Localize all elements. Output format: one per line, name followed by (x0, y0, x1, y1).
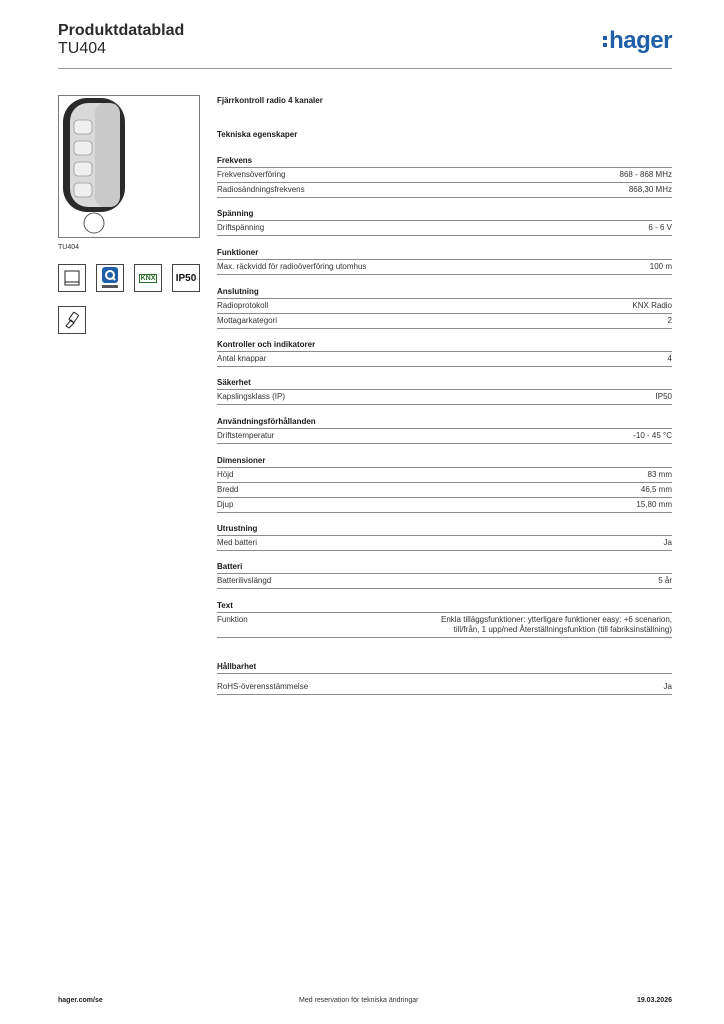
remote-control-icon (59, 96, 199, 237)
spec-value: -10 - 45 °C (633, 431, 672, 440)
logo-text: hager (609, 27, 672, 54)
spec-label: Med batteri (217, 538, 258, 547)
spec-row (217, 536, 672, 551)
spec-group-heading: Utrustning (217, 523, 672, 536)
spec-group-heading: Frekvens (217, 155, 672, 168)
spec-group-heading: Batteri (217, 561, 672, 574)
spec-group-heading: Användningsförhållanden (217, 416, 672, 429)
footer-disclaimer: Med reservation för tekniska ändringar (299, 997, 419, 1004)
spec-label: RoHS-överensstämmelse (217, 682, 309, 691)
spec-group-heading: Anslutning (217, 286, 672, 299)
spec-row (217, 260, 672, 275)
page-title: Produktdatablad (58, 22, 185, 39)
footer-date: 19.03.2026 (636, 997, 672, 1004)
spec-group (217, 377, 672, 405)
spec-label: Radiosändningsfrekvens (217, 185, 305, 194)
knx-logo: KNX (134, 264, 162, 292)
footer-website-link[interactable]: hager.com/se (58, 997, 103, 1004)
spec-group-heading: Säkerhet (217, 377, 672, 390)
page-header (58, 20, 672, 69)
remote-hand-icon (58, 306, 86, 334)
wall-mount-icon (58, 264, 86, 292)
spec-group (217, 155, 672, 198)
spec-row (217, 299, 672, 314)
spec-row (217, 429, 672, 444)
spec-row (217, 498, 672, 513)
spec-row (217, 613, 672, 638)
spec-group-heading: Text (217, 600, 672, 613)
spec-label: Kapslingsklass (IP) (217, 392, 286, 401)
product-code: TU404 (58, 40, 107, 57)
spec-row (217, 314, 672, 329)
spec-label: Mottagarkategori (217, 316, 278, 325)
spec-group-heading: Spänning (217, 208, 672, 221)
spec-group (217, 416, 672, 444)
product-image (58, 95, 200, 238)
spec-group-heading: Hållbarhet (217, 661, 672, 674)
spec-value: 46,5 mm (640, 485, 672, 494)
spec-value: Enkla tilläggsfunktioner: ytterligare funktioner easy: +6 scenarion, till/från, 1 upp/ned Återställningsfunktion (till fabriksinställning) (440, 615, 672, 634)
spec-group-heading: Kontroller och indikatorer (217, 339, 672, 352)
spec-label: Max. räckvidd för radioöverföring utomhus (217, 262, 367, 271)
spec-value: 5 år (658, 576, 672, 585)
spec-value: Ja (663, 538, 672, 547)
spec-row (217, 168, 672, 183)
spec-label: Antal knappar (217, 354, 267, 363)
spec-label: Batterilivslängd (217, 576, 272, 585)
hager-logo (603, 26, 672, 56)
spec-value: 100 m (649, 262, 672, 271)
spec-group-heading: Dimensioner (217, 455, 672, 468)
spec-value: 6 - 6 V (648, 223, 672, 232)
spec-row (217, 574, 672, 589)
spec-value: Ja (663, 682, 672, 691)
spec-label: Bredd (217, 485, 239, 494)
spec-group (217, 339, 672, 367)
spec-value: 868 - 868 MHz (619, 170, 672, 179)
spec-row (217, 680, 672, 695)
spec-row (217, 221, 672, 236)
spec-group (217, 600, 672, 638)
spec-row (217, 183, 672, 198)
spec-label: Driftspänning (217, 223, 265, 232)
spec-group (217, 286, 672, 329)
spec-row (217, 483, 672, 498)
spec-row (217, 352, 672, 367)
spec-group (217, 455, 672, 513)
spec-group-heading: Funktioner (217, 247, 672, 260)
logo-mark-icon (603, 36, 607, 47)
spec-value: 83 mm (647, 470, 672, 479)
spec-value: 868,30 MHz (628, 185, 672, 194)
spec-value: 2 (667, 316, 672, 325)
spec-group (217, 208, 672, 236)
spec-group (217, 523, 672, 551)
document-subtitle: Tekniska egenskaper (217, 130, 298, 139)
quicklink-icon (96, 264, 124, 292)
spec-label: Driftstemperatur (217, 431, 275, 440)
spec-group (217, 247, 672, 275)
spec-group (217, 561, 672, 589)
spec-label: Frekvensöverföring (217, 170, 286, 179)
spec-value: 15,80 mm (636, 500, 672, 509)
spec-label: Radioprotokoll (217, 301, 269, 310)
spec-label: Djup (217, 500, 234, 509)
spec-row (217, 390, 672, 405)
spec-label: Höjd (217, 470, 234, 479)
spec-row (217, 468, 672, 483)
ip-rating-badge: IP50 (172, 264, 200, 292)
spec-label: Funktion (217, 615, 248, 624)
product-caption: TU404 (58, 244, 80, 251)
spec-value: 4 (667, 354, 672, 363)
spec-group (217, 661, 672, 695)
spec-value: KNX Radio (632, 301, 672, 310)
document-title: Fjärrkontroll radio 4 kanaler (217, 96, 323, 105)
spec-value: IP50 (655, 392, 672, 401)
